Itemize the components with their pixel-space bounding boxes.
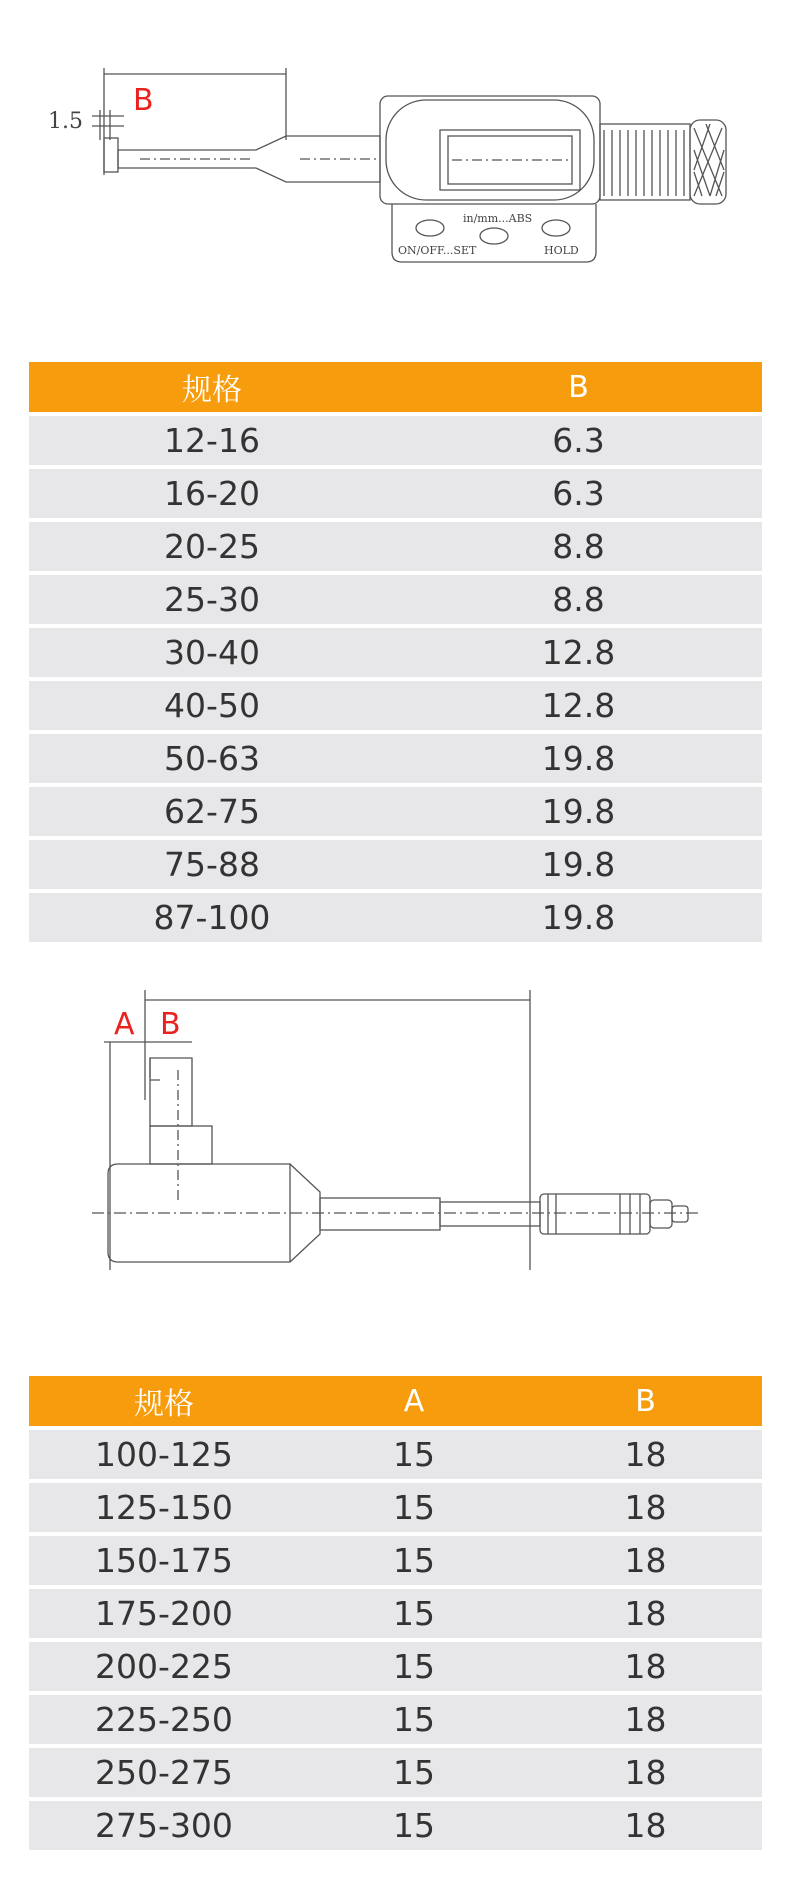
table-row xyxy=(29,893,762,942)
cell-spec: 250-275 xyxy=(29,1748,299,1797)
onoff-button-label: ON/OFF...SET xyxy=(398,244,477,257)
cell-spec: 200-225 xyxy=(29,1642,299,1691)
cell-a: 15 xyxy=(299,1748,529,1797)
cell-spec: 225-250 xyxy=(29,1695,299,1744)
cell-spec: 25-30 xyxy=(29,575,395,624)
header-spec: 规格 xyxy=(29,362,395,412)
table-header-row xyxy=(29,362,762,412)
cell-spec: 40-50 xyxy=(29,681,395,730)
table-row xyxy=(29,681,762,730)
label-a-diagram2: A xyxy=(114,1007,135,1042)
label-b-diagram1: B xyxy=(133,83,154,118)
header-spec: 规格 xyxy=(29,1376,299,1426)
cell-b: 19.8 xyxy=(395,787,762,836)
table-row xyxy=(29,1589,762,1638)
label-b-diagram2: B xyxy=(160,1007,181,1042)
cell-b: 19.8 xyxy=(395,840,762,889)
cell-spec: 50-63 xyxy=(29,734,395,783)
cell-b: 6.3 xyxy=(395,469,762,518)
gauge-diagram-small xyxy=(0,0,790,300)
cell-spec: 175-200 xyxy=(29,1589,299,1638)
cell-a: 15 xyxy=(299,1430,529,1479)
dimension-1-5: 1.5 xyxy=(48,109,83,134)
table-row xyxy=(29,1536,762,1585)
cell-spec: 75-88 xyxy=(29,840,395,889)
cell-a: 15 xyxy=(299,1589,529,1638)
cell-b: 12.8 xyxy=(395,628,762,677)
table-row xyxy=(29,628,762,677)
cell-b: 18 xyxy=(529,1801,762,1850)
cell-b: 18 xyxy=(529,1748,762,1797)
cell-spec: 62-75 xyxy=(29,787,395,836)
cell-spec: 12-16 xyxy=(29,416,395,465)
table-row xyxy=(29,575,762,624)
table-row xyxy=(29,1695,762,1744)
cell-a: 15 xyxy=(299,1483,529,1532)
table-row xyxy=(29,840,762,889)
spec-table-ab xyxy=(29,1372,762,1854)
table-row xyxy=(29,1642,762,1691)
table-row xyxy=(29,522,762,571)
table-row xyxy=(29,469,762,518)
mode-button-label: in/mm...ABS xyxy=(463,212,533,225)
cell-a: 15 xyxy=(299,1536,529,1585)
cell-b: 18 xyxy=(529,1695,762,1744)
cell-b: 18 xyxy=(529,1642,762,1691)
cell-a: 15 xyxy=(299,1642,529,1691)
cell-b: 6.3 xyxy=(395,416,762,465)
hold-button-label: HOLD xyxy=(544,244,579,257)
cell-spec: 125-150 xyxy=(29,1483,299,1532)
cell-spec: 275-300 xyxy=(29,1801,299,1850)
cell-b: 18 xyxy=(529,1589,762,1638)
table-header-row xyxy=(29,1376,762,1426)
cell-spec: 30-40 xyxy=(29,628,395,677)
cell-b: 8.8 xyxy=(395,522,762,571)
cell-b: 18 xyxy=(529,1536,762,1585)
table-row xyxy=(29,787,762,836)
spec-table-b xyxy=(29,358,762,946)
table-row xyxy=(29,1801,762,1850)
cell-a: 15 xyxy=(299,1801,529,1850)
table-row xyxy=(29,1483,762,1532)
cell-spec: 20-25 xyxy=(29,522,395,571)
cell-b: 18 xyxy=(529,1483,762,1532)
cell-b: 19.8 xyxy=(395,734,762,783)
header-b: B xyxy=(395,362,762,412)
cell-spec: 150-175 xyxy=(29,1536,299,1585)
table-row xyxy=(29,1430,762,1479)
cell-spec: 100-125 xyxy=(29,1430,299,1479)
header-b: B xyxy=(529,1376,762,1426)
cell-b: 18 xyxy=(529,1430,762,1479)
cell-b: 19.8 xyxy=(395,893,762,942)
gauge-diagram-large xyxy=(0,970,790,1330)
cell-a: 15 xyxy=(299,1695,529,1744)
table-row xyxy=(29,416,762,465)
table-row xyxy=(29,1748,762,1797)
cell-spec: 16-20 xyxy=(29,469,395,518)
header-a: A xyxy=(299,1376,529,1426)
cell-spec: 87-100 xyxy=(29,893,395,942)
table-row xyxy=(29,734,762,783)
cell-b: 12.8 xyxy=(395,681,762,730)
cell-b: 8.8 xyxy=(395,575,762,624)
